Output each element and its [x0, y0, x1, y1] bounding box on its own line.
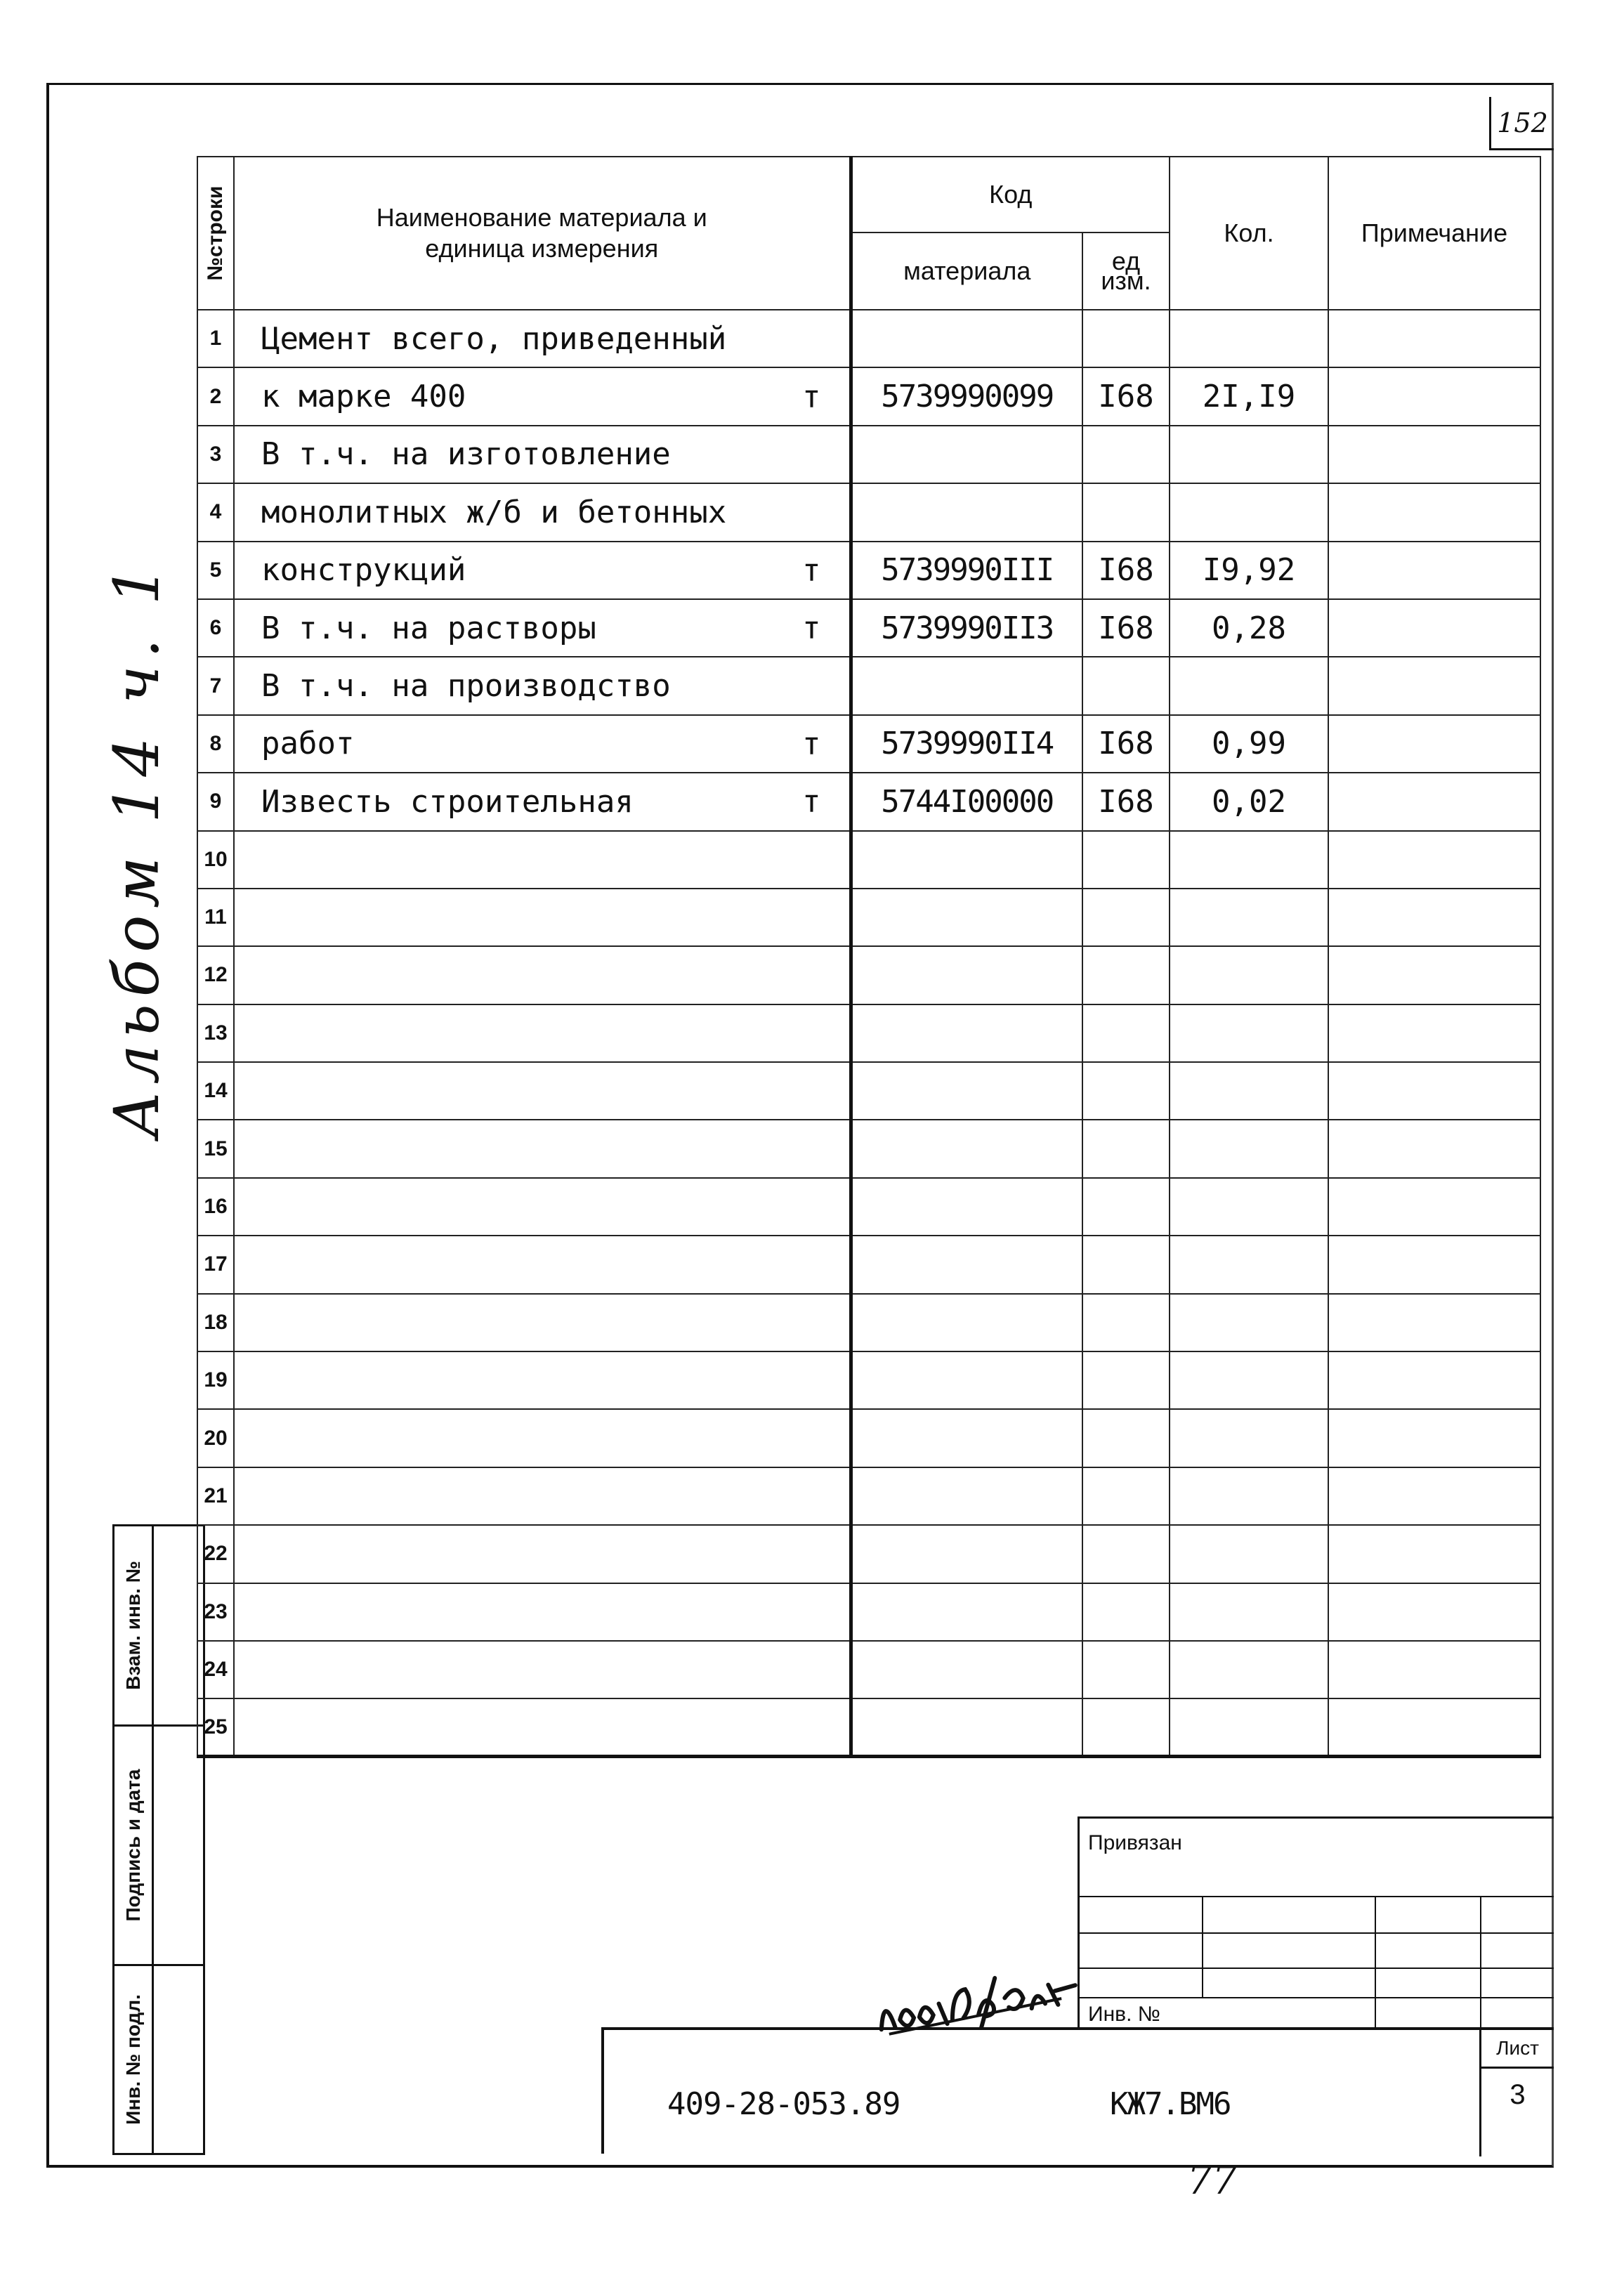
unit-code [1082, 1698, 1170, 1756]
unit-code: I68 [1082, 715, 1170, 773]
note [1328, 1120, 1540, 1177]
material-code: 5739990II4 [851, 715, 1082, 773]
material-name [234, 889, 851, 946]
document-code: КЖ7.ВМ6 [1110, 2086, 1231, 2122]
header-row-number: №строки [197, 157, 234, 310]
row-number: 6 [197, 599, 234, 657]
note [1328, 599, 1540, 657]
header-note: Примечание [1328, 157, 1540, 310]
material-name [234, 1583, 851, 1641]
note [1328, 1004, 1540, 1062]
title-block [601, 2027, 1554, 2154]
quantity [1170, 831, 1328, 889]
unit-code [1082, 1351, 1170, 1409]
material-code [851, 483, 1082, 541]
material-code: 5739990II3 [851, 599, 1082, 657]
material-code [851, 1294, 1082, 1351]
header-quantity: Кол. [1170, 157, 1328, 310]
side-cell-signature [112, 1724, 205, 1966]
material-code [851, 946, 1082, 1004]
note [1328, 367, 1540, 425]
table-row [197, 831, 1540, 889]
unit-code [1082, 657, 1170, 714]
table-row [197, 426, 1540, 483]
unit-code [1082, 1467, 1170, 1525]
attached-label: Привязан [1088, 1831, 1182, 1854]
album-handwritten-label: Альбом 14 ч. 1 [100, 558, 173, 1138]
quantity [1170, 1178, 1328, 1236]
material-code [851, 1236, 1082, 1293]
material-name [234, 542, 851, 599]
material-name-text: работ [261, 726, 355, 762]
note [1328, 310, 1540, 367]
note [1328, 1178, 1540, 1236]
row-number: 5 [197, 542, 234, 599]
material-name-text: монолитных ж/б и бетонных [261, 494, 727, 530]
quantity [1170, 946, 1328, 1004]
material-name [234, 1351, 851, 1409]
unit-code [1082, 1525, 1170, 1583]
material-code: 5739990III [851, 542, 1082, 599]
quantity [1170, 1641, 1328, 1698]
table-row [197, 1583, 1540, 1641]
note [1328, 773, 1540, 830]
inv-number-label: Инв. № [1088, 2003, 1160, 2026]
material-name [234, 1641, 851, 1698]
row-number: 12 [197, 946, 234, 1004]
unit-code [1082, 946, 1170, 1004]
note [1328, 889, 1540, 946]
measure-unit: т [802, 783, 821, 820]
quantity [1170, 1351, 1328, 1409]
table-row [197, 1351, 1540, 1409]
unit-code [1082, 426, 1170, 483]
quantity: 0,02 [1170, 773, 1328, 830]
material-name [234, 1525, 851, 1583]
quantity: 0,99 [1170, 715, 1328, 773]
table-row [197, 1641, 1540, 1698]
material-code [851, 1351, 1082, 1409]
quantity: 2I,I9 [1170, 367, 1328, 425]
quantity [1170, 1120, 1328, 1177]
measure-unit: т [802, 726, 821, 762]
note [1328, 1641, 1540, 1698]
unit-code: I68 [1082, 367, 1170, 425]
material-name [234, 1409, 851, 1467]
side-cell-replacement [112, 1524, 205, 1727]
table-row [197, 1294, 1540, 1351]
table-row [197, 1062, 1540, 1120]
quantity [1170, 426, 1328, 483]
row-number: 21 [197, 1467, 234, 1525]
material-code [851, 1004, 1082, 1062]
row-number: 10 [197, 831, 234, 889]
unit-code [1082, 1004, 1170, 1062]
unit-code [1082, 889, 1170, 946]
note [1328, 657, 1540, 714]
row-number: 18 [197, 1294, 234, 1351]
table-row [197, 1409, 1540, 1467]
unit-code [1082, 310, 1170, 367]
material-name [234, 715, 851, 773]
quantity [1170, 1004, 1328, 1062]
quantity [1170, 889, 1328, 946]
note [1328, 946, 1540, 1004]
header-material-name: Наименование материала и единица измерения [234, 157, 851, 310]
spec-table-area [197, 156, 1540, 1781]
material-name-text: к марке 400 [261, 379, 466, 415]
material-code [851, 1178, 1082, 1236]
header-code: Код [851, 157, 1170, 233]
unit-code [1082, 1062, 1170, 1120]
row-number: 17 [197, 1236, 234, 1293]
note [1328, 1525, 1540, 1583]
side-label-signature-date: Подпись и дата [122, 1769, 144, 1922]
unit-code: I68 [1082, 599, 1170, 657]
unit-code [1082, 1236, 1170, 1293]
unit-code [1082, 483, 1170, 541]
table-row [197, 889, 1540, 946]
note [1328, 1351, 1540, 1409]
material-name [234, 599, 851, 657]
note [1328, 1236, 1540, 1293]
material-name-text: Цемент всего, приведенный [261, 320, 727, 357]
material-name-text: конструкций [261, 552, 466, 589]
table-row [197, 946, 1540, 1004]
quantity [1170, 1409, 1328, 1467]
corner-sheet-number: 152 [1489, 97, 1554, 150]
measure-unit: т [802, 610, 821, 646]
unit-code [1082, 831, 1170, 889]
material-name [234, 483, 851, 541]
sheet-value: 3 [1510, 2079, 1526, 2110]
material-name [234, 657, 851, 714]
table-row [197, 1004, 1540, 1062]
material-name [234, 831, 851, 889]
table-row [197, 310, 1540, 367]
quantity [1170, 1525, 1328, 1583]
material-name [234, 1698, 851, 1756]
note [1328, 1583, 1540, 1641]
quantity [1170, 657, 1328, 714]
note [1328, 542, 1540, 599]
table-row [197, 483, 1540, 541]
material-code [851, 1120, 1082, 1177]
measure-unit: т [802, 552, 821, 589]
material-name [234, 1467, 851, 1525]
table-row [197, 1698, 1540, 1756]
quantity: I9,92 [1170, 542, 1328, 599]
note [1328, 1294, 1540, 1351]
unit-code [1082, 1641, 1170, 1698]
material-name-text: В т.ч. на растворы [261, 610, 596, 646]
material-name [234, 1062, 851, 1120]
row-number: 24 [197, 1641, 234, 1698]
quantity [1170, 1294, 1328, 1351]
material-name [234, 367, 851, 425]
table-row [197, 773, 1540, 830]
material-name [234, 310, 851, 367]
material-name-text: В т.ч. на изготовление [261, 436, 671, 473]
unit-code [1082, 1178, 1170, 1236]
material-code [851, 1062, 1082, 1120]
row-number: 22 [197, 1525, 234, 1583]
material-name [234, 1120, 851, 1177]
material-code [851, 1409, 1082, 1467]
row-number: 15 [197, 1120, 234, 1177]
row-number: 8 [197, 715, 234, 773]
quantity [1170, 1583, 1328, 1641]
table-row [197, 1178, 1540, 1236]
row-number: 14 [197, 1062, 234, 1120]
material-code [851, 1467, 1082, 1525]
note [1328, 1467, 1540, 1525]
note [1328, 426, 1540, 483]
material-code [851, 310, 1082, 367]
quantity: 0,28 [1170, 599, 1328, 657]
material-name [234, 1236, 851, 1293]
table-row [197, 657, 1540, 714]
row-number: 25 [197, 1698, 234, 1756]
material-name [234, 426, 851, 483]
material-code: 5744I00000 [851, 773, 1082, 830]
material-code [851, 1583, 1082, 1641]
material-code: 5739990099 [851, 367, 1082, 425]
row-number: 4 [197, 483, 234, 541]
side-label-replacement-inv: Взам. инв. № [122, 1561, 144, 1690]
row-number: 13 [197, 1004, 234, 1062]
material-name-text: Известь строительная [261, 783, 634, 820]
material-name [234, 946, 851, 1004]
material-code [851, 889, 1082, 946]
unit-code: I68 [1082, 542, 1170, 599]
table-row [197, 1525, 1540, 1583]
quantity [1170, 1062, 1328, 1120]
material-code [851, 657, 1082, 714]
material-name-text: В т.ч. на производство [261, 668, 671, 705]
material-name [234, 773, 851, 830]
quantity [1170, 1698, 1328, 1756]
row-number: 20 [197, 1409, 234, 1467]
quantity [1170, 310, 1328, 367]
side-cell-original-inv [112, 1964, 205, 2155]
table-row [197, 599, 1540, 657]
row-number: 23 [197, 1583, 234, 1641]
note [1328, 483, 1540, 541]
material-code [851, 1641, 1082, 1698]
row-number: 16 [197, 1178, 234, 1236]
sheet-box [1479, 2030, 1554, 2156]
header-code-unit: ед изм. [1082, 233, 1170, 310]
material-code [851, 1698, 1082, 1756]
spec-table-body [197, 310, 1540, 1757]
row-number: 7 [197, 657, 234, 714]
document-number: 409-28-053.89 [667, 2086, 901, 2122]
table-row [197, 1120, 1540, 1177]
material-name [234, 1178, 851, 1236]
quantity [1170, 1467, 1328, 1525]
note [1328, 1698, 1540, 1756]
table-row [197, 1467, 1540, 1525]
row-number: 1 [197, 310, 234, 367]
material-name [234, 1004, 851, 1062]
note [1328, 715, 1540, 773]
material-code [851, 831, 1082, 889]
note [1328, 1409, 1540, 1467]
unit-code [1082, 1409, 1170, 1467]
measure-unit: т [802, 379, 821, 415]
quantity [1170, 483, 1328, 541]
quantity [1170, 1236, 1328, 1293]
attached-stamp [1078, 1816, 1554, 2027]
unit-code: I68 [1082, 773, 1170, 830]
handwritten-page-number: 77 [1187, 2158, 1238, 2204]
row-number: 3 [197, 426, 234, 483]
note [1328, 831, 1540, 889]
header-code-material: материала [851, 233, 1082, 310]
material-name [234, 1294, 851, 1351]
table-row [197, 367, 1540, 425]
row-number: 19 [197, 1351, 234, 1409]
unit-code [1082, 1294, 1170, 1351]
unit-code [1082, 1583, 1170, 1641]
materials-spec-table [197, 156, 1541, 1758]
unit-code [1082, 1120, 1170, 1177]
material-code [851, 426, 1082, 483]
sheet-label: Лист [1481, 2030, 1554, 2069]
row-number: 11 [197, 889, 234, 946]
side-label-original-inv: Инв. № подл. [122, 1994, 144, 2125]
table-row [197, 715, 1540, 773]
material-code [851, 1525, 1082, 1583]
table-row [197, 542, 1540, 599]
side-strip [112, 1524, 205, 2155]
row-number: 2 [197, 367, 234, 425]
row-number: 9 [197, 773, 234, 830]
note [1328, 1062, 1540, 1120]
table-row [197, 1236, 1540, 1293]
